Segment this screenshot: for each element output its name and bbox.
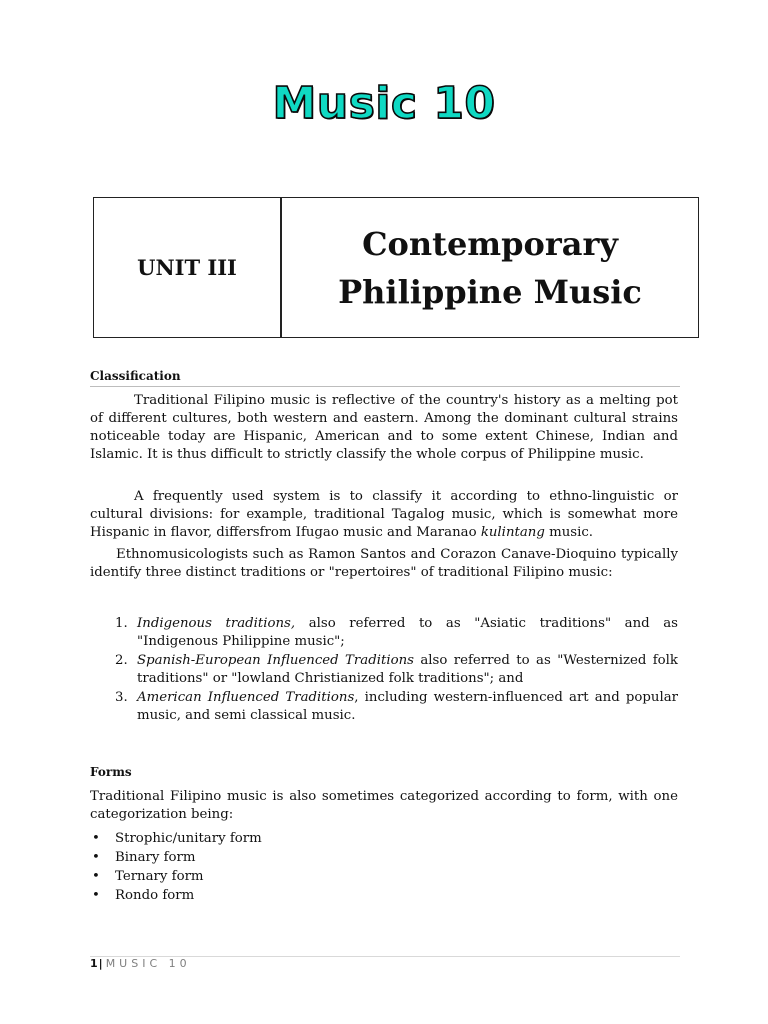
page-number: 1 xyxy=(90,957,98,970)
tradition-name: Spanish-European Influenced Traditions xyxy=(137,653,414,668)
list-number: 2. xyxy=(115,653,128,668)
form-name: Ternary form xyxy=(115,869,204,884)
list-item xyxy=(115,689,678,725)
list-number: 3. xyxy=(115,690,128,705)
heading-underline xyxy=(90,386,680,387)
tradition-description: also referred to as "Westernized folk traditions" or "lowland Christianized folk traditions"; and xyxy=(137,653,678,686)
bullet-icon: • xyxy=(92,888,100,903)
forms-heading: Forms xyxy=(90,765,132,779)
forms-list xyxy=(90,829,262,905)
list-item xyxy=(90,848,262,867)
tradition-name: American Influenced Traditions xyxy=(137,690,355,705)
classification-paragraph-1: Traditional Filipino music is reflective of the country's history as a melting pot of different cultures, both western and eastern. Among the dominant cultural strains noticeable today are Hispanic, American and to some extent Chinese, Indian and Islamic. It is thus difficult to strictly classify the whole corpus of Philippine music. xyxy=(90,393,678,462)
bullet-icon: • xyxy=(92,850,100,865)
tradition-name: Indigenous traditions, xyxy=(137,616,296,631)
form-name: Binary form xyxy=(115,850,196,865)
paragraph-2-text: A frequently used system is to classify it according to ethno-linguistic or cultural divisions: for example, traditional Tagalog music, which is somewhat more Hispanic in flavor, differsfrom Ifugao music and Maranao xyxy=(90,489,678,540)
forms-intro: Traditional Filipino music is also sometimes categorized according to form, with one categorization being: xyxy=(90,789,678,822)
footer-separator: | xyxy=(98,957,103,970)
running-title: MUSIC 10 xyxy=(105,957,191,970)
list-item xyxy=(90,867,262,886)
bullet-icon: • xyxy=(92,831,100,846)
list-item xyxy=(115,615,678,651)
form-name: Strophic/unitary form xyxy=(115,831,262,846)
unit-topic-line-1: Contemporary xyxy=(362,224,618,263)
bullet-icon: • xyxy=(92,869,100,884)
list-item xyxy=(90,829,262,848)
list-item xyxy=(115,652,678,688)
kulintang-term: kulintang xyxy=(480,525,545,540)
document-title: Music 10 xyxy=(272,78,496,129)
unit-label: UNIT III xyxy=(94,198,282,337)
tradition-description: , including western-influenced art and popular music, and semi classical music. xyxy=(137,690,679,723)
traditions-list xyxy=(115,615,678,725)
classification-heading: Classification xyxy=(90,369,181,383)
form-name: Rondo form xyxy=(115,888,195,903)
tradition-description: also referred to as "Asiatic traditions" and as "Indigenous Philippine music"; xyxy=(137,616,678,649)
classification-paragraph-3: Ethnomusicologists such as Ramon Santos and Corazon Canave-Dioquino typically identify three distinct traditions or "repertoires" of traditional Filipino music: xyxy=(90,547,678,580)
paragraph-2-end: music. xyxy=(544,525,594,540)
unit-topic xyxy=(282,198,698,337)
list-item xyxy=(90,886,262,905)
list-number: 1. xyxy=(115,616,128,631)
unit-header-table xyxy=(93,197,699,338)
page-footer xyxy=(90,957,191,970)
classification-paragraph-2 xyxy=(90,488,678,542)
unit-topic-line-2: Philippine Music xyxy=(338,272,642,311)
